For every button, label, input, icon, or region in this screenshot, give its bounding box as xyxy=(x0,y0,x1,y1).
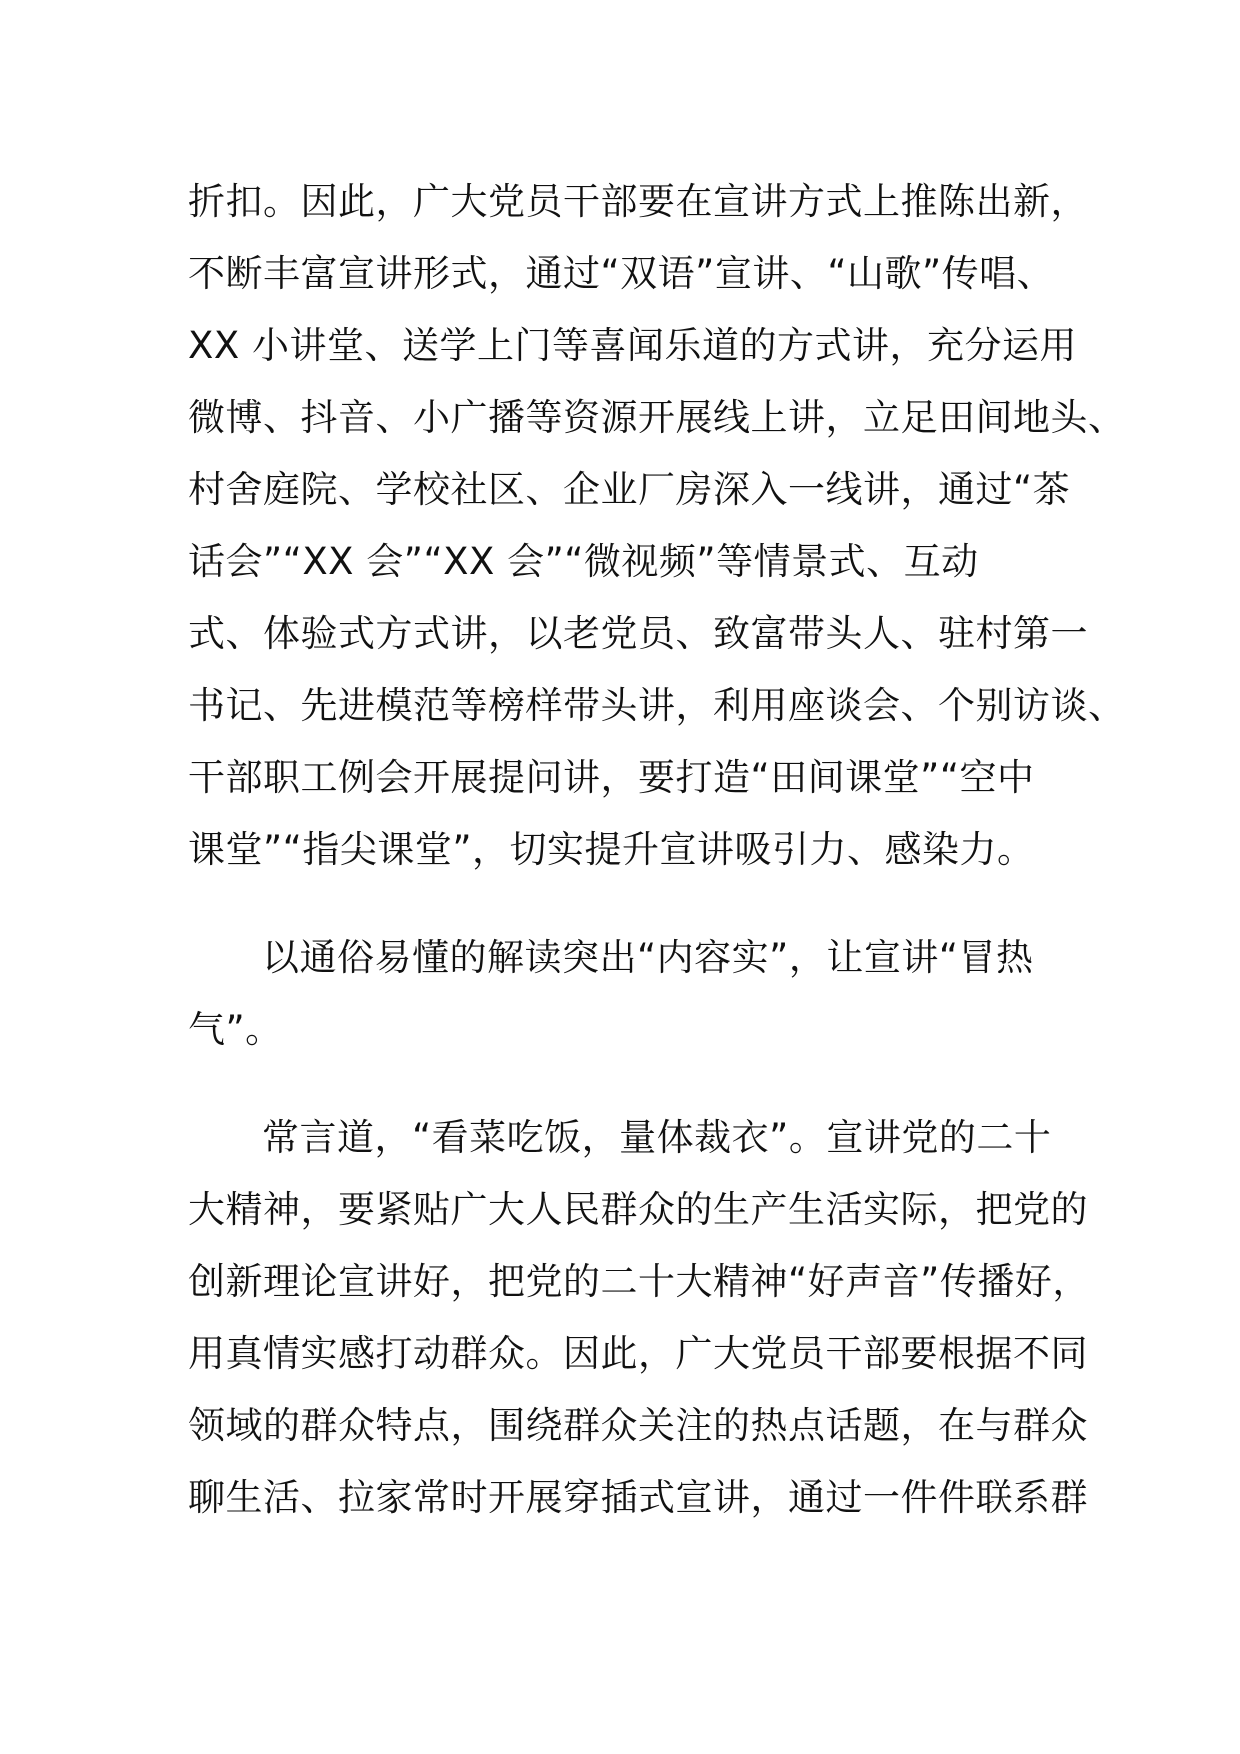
paragraph-line: 领域的群众特点，围绕群众关注的热点话题，在与群众 xyxy=(188,1404,1088,1447)
paragraph-line: 村舍庭院、学校社区、企业厂房深入一线讲，通过“茶 xyxy=(188,468,1071,511)
paragraph-line: 创新理论宣讲好，把党的二十大精神“好声音”传播好， xyxy=(188,1260,1090,1303)
paragraph-line: 干部职工例会开展提问讲，要打造“田间课堂”“空中 xyxy=(188,756,1035,799)
paragraph-line: 聊生活、拉家常时开展穿插式宣讲，通过一件件联系群 xyxy=(188,1476,1088,1519)
paragraph-line: XX 小讲堂、送学上门等喜闻乐道的方式讲，充分运用 xyxy=(188,324,1077,367)
paragraph-line: 用真情实感打动群众。因此，广大党员干部要根据不同 xyxy=(188,1332,1088,1375)
paragraph-line: 微博、抖音、小广播等资源开展线上讲，立足田间地头、 xyxy=(188,396,1126,439)
paragraph-line: 常言道，“看菜吃饭，量体裁衣”。宣讲党的二十 xyxy=(262,1116,1052,1159)
paragraph-line: 课堂”“指尖课堂”，切实提升宣讲吸引力、感染力。 xyxy=(188,828,1035,871)
section-heading-line: 以通俗易懂的解读突出“内容实”，让宣讲“冒热 xyxy=(262,936,1034,979)
paragraph-line: 话会”“XX 会”“XX 会”“微视频”等情景式、互动 xyxy=(188,540,979,583)
paragraph-line: 大精神，要紧贴广大人民群众的生产生活实际，把党的 xyxy=(188,1188,1088,1231)
paragraph-line: 书记、先进模范等榜样带头讲，利用座谈会、个别访谈、 xyxy=(188,684,1126,727)
paragraph-line: 不断丰富宣讲形式，通过“双语”宣讲、“山歌”传唱、 xyxy=(188,252,1055,295)
paragraph-line: 式、体验式方式讲，以老党员、致富带头人、驻村第一 xyxy=(188,612,1088,655)
paragraph-line: 折扣。因此，广大党员干部要在宣讲方式上推陈出新， xyxy=(188,180,1088,223)
section-heading-line: 气”。 xyxy=(188,1008,283,1051)
